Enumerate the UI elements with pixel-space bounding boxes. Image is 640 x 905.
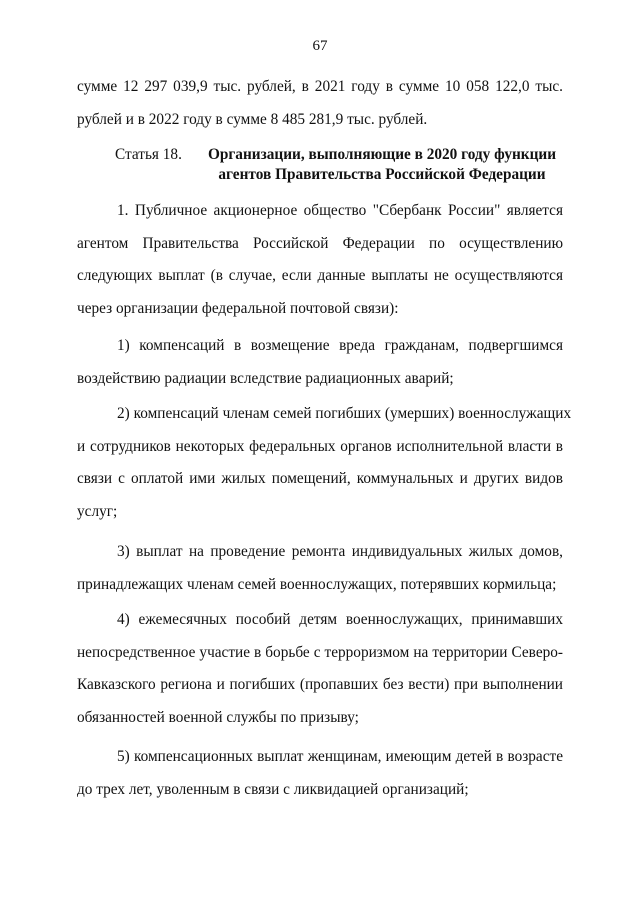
- list-item-5: [77, 741, 563, 806]
- article-title-line-1: Организации, выполняющие в 2020 году функции: [207, 146, 557, 163]
- article-title: [192, 145, 572, 185]
- list-item-4: [77, 604, 563, 734]
- paragraph-line: следующих выплат (в случае, если данные выплаты не осуществляются: [77, 267, 563, 284]
- paragraph-line: 3) выплат на проведение ремонта индивидуальных жилых домов,: [117, 543, 563, 560]
- paragraph-line: связи с оплатой ими жилых помещений, коммунальных и других видов: [77, 470, 563, 487]
- paragraph-line: воздействию радиации вследствие радиационных аварий;: [77, 369, 454, 387]
- paragraph-line: агентом Правительства Российской Федерации по осуществлению: [77, 234, 563, 252]
- page-number: 67: [312, 38, 328, 54]
- intro-line-2: рублей и в 2022 году в сумме 8 485 281,9 тыс. рублей.: [77, 110, 428, 128]
- paragraph-line: 1. Публичное акционерное общество "Сбербанк России" является: [117, 202, 563, 219]
- paragraph-line: 1) компенсаций в возмещение вреда гражданам, подвергшимся: [117, 337, 563, 354]
- list-item-3: [77, 536, 563, 601]
- paragraph-line: через организации федеральной почтовой связи):: [77, 299, 399, 317]
- paragraph-line: 5) компенсационных выплат женщинам, имеющим детей в возрасте: [117, 748, 563, 765]
- paragraph-line: непосредственное участие в борьбе с терроризмом на территории Северо-: [77, 643, 563, 661]
- article-label: Статья 18.: [115, 146, 182, 163]
- intro-paragraph: [77, 71, 563, 136]
- list-item-1: [77, 330, 563, 395]
- paragraph-line: услуг;: [77, 502, 118, 520]
- paragraph-1: [77, 195, 563, 325]
- paragraph-line: и сотрудников некоторых федеральных органов исполнительной власти в: [77, 437, 563, 455]
- paragraph-line: 2) компенсаций членам семей погибших (умерших) военнослужащих: [117, 405, 572, 422]
- intro-line-1: сумме 12 297 039,9 тыс. рублей, в 2021 году в сумме 10 058 122,0 тыс.: [77, 78, 563, 95]
- article-title-line-2: агентов Правительства Российской Федерации: [218, 166, 546, 183]
- paragraph-line: обязанностей военной службы по призыву;: [77, 708, 359, 726]
- paragraph-line: Кавказского региона и погибших (пропавших без вести) при выполнении: [77, 676, 563, 693]
- list-item-2: [77, 398, 572, 528]
- paragraph-line: 4) ежемесячных пособий детям военнослужащих, принимавших: [117, 611, 563, 628]
- paragraph-line: до трех лет, уволенным в связи с ликвидацией организаций;: [77, 780, 469, 798]
- paragraph-line: принадлежащих членам семей военнослужащих, потерявших кормильца;: [77, 575, 557, 593]
